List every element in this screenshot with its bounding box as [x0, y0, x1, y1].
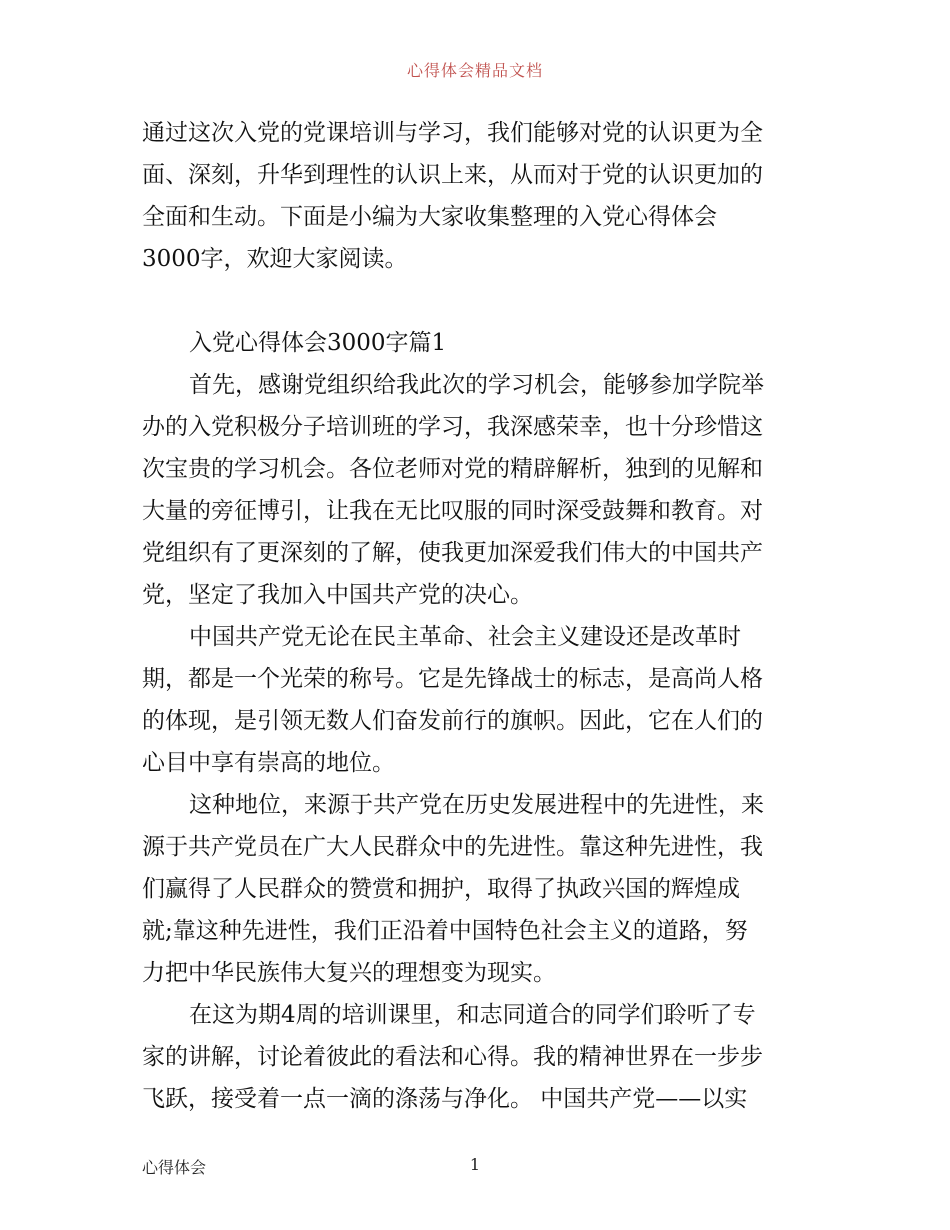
intro-line: 全面和生动。下面是小编为大家收集整理的入党心得体会: [142, 204, 717, 230]
paragraph-line: 次宝贵的学习机会。各位老师对党的精辟解析，独到的见解和: [142, 456, 763, 482]
paragraph-gap: [142, 280, 812, 322]
paragraph-line: 党组织有了更深刻的了解，使我更加深爱我们伟大的中国共产: [142, 540, 763, 566]
paragraph-line: 办的入党积极分子培训班的学习，我深感荣幸，也十分珍惜这: [142, 414, 763, 440]
body-paragraph-3: [142, 784, 812, 994]
intro-line: 通过这次入党的党课培训与学习，我们能够对党的认识更为全: [142, 120, 763, 146]
body-paragraph-2: [142, 616, 812, 784]
page-header-title: 心得体会精品文档: [406, 61, 543, 80]
paragraph-line: 在这为期4周的培训课里，和志同道合的同学们聆听了专: [189, 1002, 756, 1028]
paragraph-line: 大量的旁征博引，让我在无比叹服的同时深受鼓舞和教育。对: [142, 498, 763, 524]
body-paragraph-4: [142, 994, 812, 1120]
paragraph-line: 中国共产党无论在民主革命、社会主义建设还是改革时: [189, 624, 741, 650]
paragraph-line: 力把中华民族伟大复兴的理想变为现实。: [142, 960, 556, 986]
intro-line: 3000字，欢迎大家阅读。: [142, 246, 408, 272]
document-body: [142, 112, 812, 1120]
paragraph-line: 的体现，是引领无数人们奋发前行的旗帜。因此，它在人们的: [142, 708, 763, 734]
paragraph-line: 这种地位，来源于共产党在历史发展进程中的先进性，来: [189, 792, 764, 818]
paragraph-line: 们赢得了人民群众的赞赏和拥护，取得了执政兴国的辉煌成: [142, 876, 740, 902]
paragraph-line: 源于共产党员在广大人民群众中的先进性。靠这种先进性，我: [142, 834, 763, 860]
intro-line: 面、深刻，升华到理性的认识上来，从而对于党的认识更加的: [142, 162, 763, 188]
intro-paragraph: [142, 112, 812, 280]
paragraph-line: 飞跃，接受着一点一滴的涤荡与净化。 中国共产党——以实: [142, 1086, 748, 1112]
footer-label: 心得体会: [142, 1158, 207, 1177]
paragraph-line: 首先，感谢党组织给我此次的学习机会，能够参加学院举: [189, 372, 764, 398]
paragraph-line: 心目中享有崇高的地位。: [142, 750, 395, 776]
section-heading-text: 入党心得体会3000字篇1: [189, 330, 447, 356]
paragraph-line: 党，坚定了我加入中国共产党的决心。: [142, 582, 533, 608]
paragraph-line: 期，都是一个光荣的称号。它是先锋战士的标志，是高尚人格: [142, 666, 763, 692]
paragraph-line: 家的讲解，讨论着彼此的看法和心得。我的精神世界在一步步: [142, 1044, 763, 1070]
page-number: 1: [469, 1155, 481, 1174]
body-paragraph-1: [142, 364, 812, 616]
section-heading: [142, 322, 812, 364]
paragraph-line: 就;靠这种先进性，我们正沿着中国特色社会主义的道路，努: [142, 918, 748, 944]
